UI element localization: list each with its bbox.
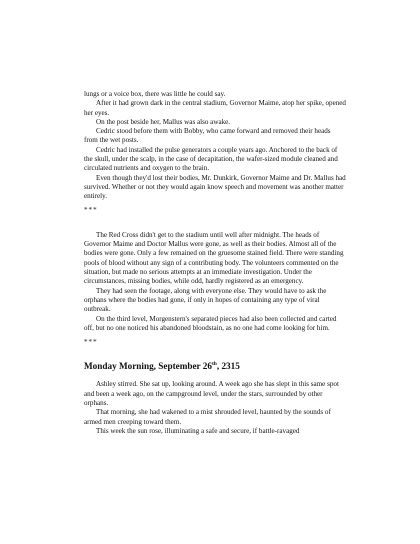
paragraph-9: On the third level, Morgenstern's separated pieces had also been collected and carted off, but no one noticed his abandoned bloodstain, as no one had come looking for him. [84, 314, 337, 332]
heading-date-prefix: Monday Morning, September 26 [84, 361, 212, 372]
paragraph-1: lungs or a voice box, there was little he could say. [84, 90, 226, 98]
paragraph-4: Cedric stood before them with Bobby, who came forward and removed their heads from the wet posts. [84, 127, 331, 145]
paragraph-8: They had seen the footage, along with everyone else. They would have to ask the orphans where the bodies had gone, if only in hopes of containing any type of viral outbreak. [84, 286, 327, 314]
heading-year: , 2315 [216, 361, 240, 372]
section-heading [84, 360, 346, 372]
paragraph-6: Even though they'd lost their bodies, Mr. Dunkirk, Governor Maime and Dr. Mallus had survived. Whether or not they would again know speech and movement was another matter entirely. [84, 173, 346, 201]
scene-separator-1: *** [84, 205, 98, 214]
page-body [84, 90, 346, 436]
paragraph-7: The Red Cross didn't get to the stadium until well after midnight. The heads of Governor Maime and Doctor Mallus were gone, as well as their bodies. Almost all of the bodies were gone. Only a few remained on the gruesome stained field. There were standing pools of blood without any sign of a contributing body. The volunteers commented on the situation, but made no serious attempts at an immediate investigation. Under the circumstances, missing bodies, while odd, hardly registered as an emergency. [84, 230, 344, 286]
paragraph-10: Ashley stirred. She sat up, looking around. A week ago she has slept in this same spot and been a week ago, on the campground level, under the stars, surrounded by other orphans. [84, 380, 339, 408]
paragraph-11: That morning, she had wakened to a mist shrouded level, haunted by the sounds of armed men creeping toward them. [84, 408, 331, 426]
heading-ordinal-suffix: th [211, 361, 217, 368]
paragraph-5: Cedric had installed the pulse generators a couple years ago. Anchored to the back of the skull, under the scalp, in the case of decapitation, the wafer-sized module cleaned and circulated nutrients and oxygen to the brain. [84, 145, 338, 173]
scene-separator-2: *** [84, 338, 98, 347]
paragraph-3: On the post beside her, Mallus was also awake. [96, 117, 231, 126]
paragraph-2: After it had grown dark in the central stadium, Governor Maime, atop her spike, opened her eyes. [84, 99, 346, 117]
paragraph-12: This week the sun rose, illuminating a safe and secure, if battle-ravaged [96, 426, 300, 435]
